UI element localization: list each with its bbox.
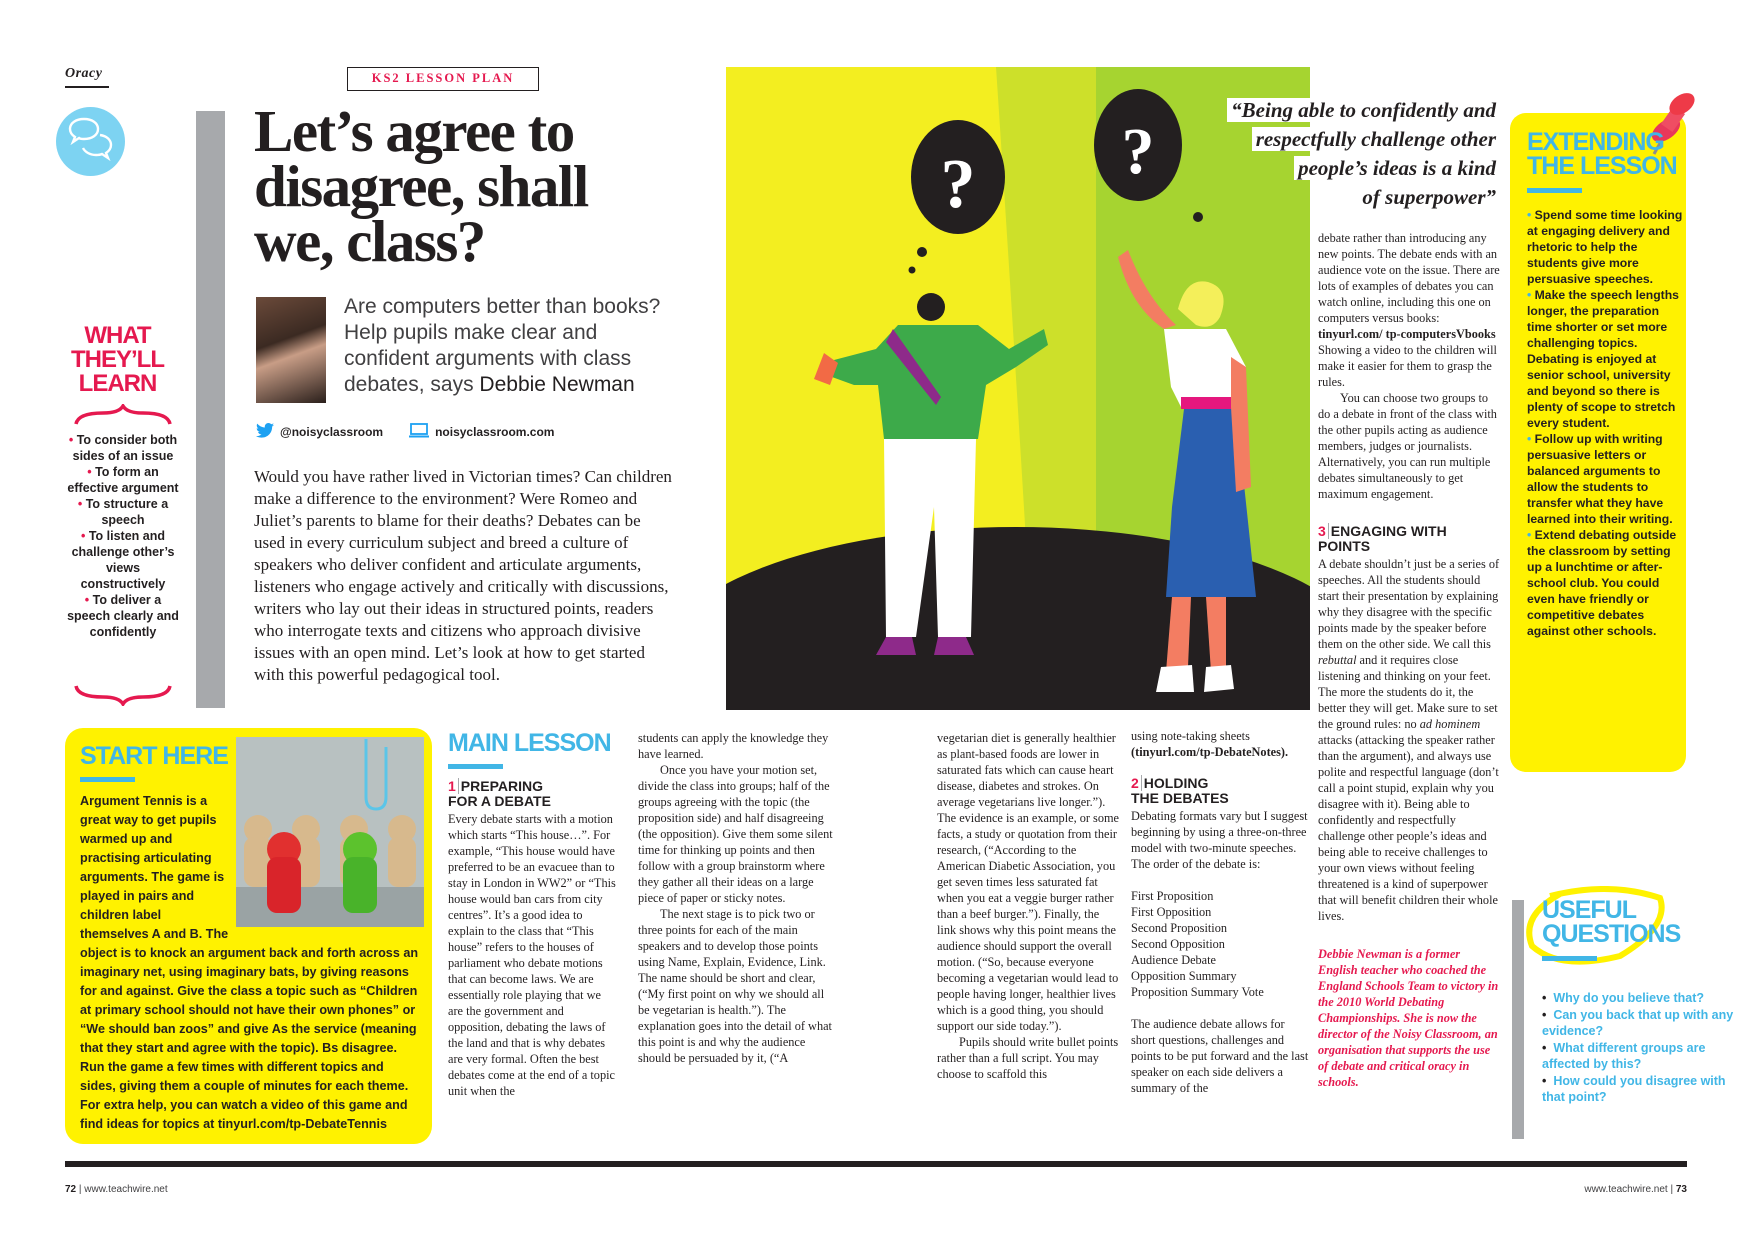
subheading-engaging: 3 ENGAGING WITH POINTS (1318, 523, 1447, 554)
debate-tennis-link[interactable]: tinyurl.com/tp-DebateTennis (217, 1117, 387, 1131)
question-item: • What different groups are affected by this? (1542, 1040, 1706, 1071)
start-here-heading: START HERE (80, 742, 228, 782)
social-links (256, 423, 554, 441)
column-4: using note-taking sheets (tinyurl.com/tp-DebateNotes). 2 HOLDING THE DEBATES Debating formats vary but I suggest beginning by using a three-on-three model with two-minute speeches. The order of the debate is: First Proposition First Opposition Second Proposition Second Opposition Audience Debate Opposition Summary Proposition Summary Vote The audience debate allows for short questions, challenges and points to be put forward and the last speaker on each side delivers a summary of the (1131, 728, 1311, 1096)
folio-left: 72 | www.teachwire.net (65, 1184, 168, 1195)
pull-quote: “Being able to confidently and respectfully challenge other people’s ideas is a kind of superpower” (1190, 96, 1500, 212)
svg-text:?: ? (940, 146, 976, 223)
learn-item: • To consider both sides of an issue (68, 433, 178, 463)
page-title: Let’s agree to disagree, shall we, class? (254, 98, 588, 274)
footer-link-right[interactable]: www.teachwire.net (1584, 1184, 1668, 1195)
useful-questions-list (1542, 990, 1742, 1106)
debate-notes-link[interactable]: (tinyurl.com/tp-DebateNotes). (1131, 745, 1289, 759)
standfirst (344, 294, 674, 398)
column-3: vegetarian diet is generally healthier as plant-based foods are lower in saturated fats which can cause heart disease, diabetes and strokes. On average vegetarians live longer.”). The evidence is an example, or some facts, a study or quotation from their research, (“According to the American Diabetic Association, you get seven times less saturated fat when you eat a veggie burger rather than a beef burger.”). Finally, the link shows why this point means the audience should support the overall motion. (“So, because everyone becoming a vegetarian would lead to people having longer, healthier lives which is a good thing, you should support our side today.”). Pupils should write bullet points rather than a full script. You may choose to scaffold this (937, 731, 1119, 1081)
question-item: • How could you disagree with that point? (1542, 1073, 1726, 1104)
useful-questions-heading: USEFUL QUESTIONS (1542, 898, 1680, 961)
start-here-text: Argument Tennis is a great way to get pupils warmed up and practising articulating arguments. The game is played in pairs and children label themselves A and B. The object is to knock an argument back and forth across an imaginary net, using imaginary bats, by giving reasons for and against. Give the class a topic such as “Children at primary school should not have their own phones” or “We should ban zoos” and give As the service (meaning that they start and agree with the topic). Bs disagree. Run the game a few times with different topics and sides, giving them a couple of minutes for each theme. For extra help, you can watch a video of this game and find ideas for topics at tinyurl.com/tp-DebateTennis (80, 794, 419, 1131)
author-bio: Debbie Newman is a former English teacher who coached the England Schools Team to victory in the 2010 World Debating Championships. She is now the director of the Noisy Classroom, an organisation that supports the use of debate and critical oracy in schools. (1318, 947, 1499, 1089)
learn-item: • To deliver a speech clearly and confidently (67, 593, 179, 639)
intro-paragraph: Would you have rather lived in Victorian times? Can children make a difference to the environment? Were Romeo and Juliet’s parents to blame for their deaths? Debates can be used in every curriculum subject and breed a culture of speakers who deliver confident and articulate arguments, listeners who engage actively and critically with discussions, writers who lay out their ideas in structured points, readers who interrogate texts and citizens who approach divisive issues with an open mind. Let’s look at how to get started with this powerful pedagogical tool. (254, 467, 672, 684)
learn-list (62, 432, 184, 640)
title-accent-bar (196, 111, 225, 708)
extending-heading: EXTENDING THE LESSON (1527, 130, 1677, 193)
svg-text:?: ? (1121, 115, 1155, 188)
extending-item: • Extend debating outside the classroom by setting up a lunchtime or after-school club. You could even have friendly or competitive debates against other schools. (1527, 528, 1677, 638)
author-name: Debbie Newman (479, 373, 635, 396)
twitter-handle[interactable]: @noisyclassroom (280, 425, 384, 439)
brace-top-icon (73, 404, 173, 426)
learn-item: • To listen and challenge other’s views constructively (71, 529, 175, 591)
twitter-icon (256, 423, 274, 441)
extending-item: • Spend some time looking at engaging delivery and rhetoric to help the students give more persuasive speeches. (1527, 208, 1683, 286)
question-item: • Why do you believe that? (1542, 991, 1705, 1005)
website-link[interactable]: noisyclassroom.com (435, 425, 555, 439)
subheading-holding: 2 HOLDING THE DEBATES (1131, 775, 1229, 806)
column-2: students can apply the knowledge they have learned. Once you have your motion set, divide the class into groups; half of the groups agreeing with the topic (the proposition side) and half disagreeing (the opposition). Give them some silent time for thinking up points and then follow with a group brainstorm where they gather all their ideas on a large piece of paper or sticky notes. The next stage is to pick two or three points for each of the main speakers and to develop those points using Name, Explain, Evidence, Link. The name should be short and clear, (“My first point on why we should all be vegetarian is health.”). The explanation goes into the detail of what this point is and why the audience should be persuaded by it, (“A (638, 731, 833, 1065)
subheading-preparing: 1 PREPARING FOR A DEBATE (448, 778, 551, 809)
section-label: Oracy (65, 66, 109, 88)
question-item: • Can you back that up with any evidence? (1542, 1007, 1734, 1038)
standfirst-text: Are computers better than books? Help pupils make clear and confident arguments with class debates, says (344, 295, 661, 396)
computers-vs-books-link[interactable]: tinyurl.com/ tp-computersVbooks (1318, 327, 1496, 341)
extending-item: • Make the speech lengths longer, the preparation time shorter or set more challenging topics. Debating is enjoyed at senior school, university and beyond so there is plenty of scope to stretch every student. (1527, 288, 1679, 430)
debate-order-list: First Proposition First Opposition Second Proposition Second Opposition Audience Debate Opposition Summary Proposition Summary Vote (1131, 889, 1264, 999)
learn-item: • To structure a speech (77, 497, 169, 527)
author-photo (256, 297, 326, 403)
learn-heading: WHAT THEY’LL LEARN (71, 322, 164, 397)
folio-right: www.teachwire.net | 73 (1584, 1184, 1687, 1195)
brace-bottom-icon (73, 684, 173, 706)
column-5: debate rather than introducing any new points. The debate ends with an audience vote on the issue. There are lots of examples of debates you can watch online, including this one on computers versus books: tinyurl.com/ tp-computersVbooks Showing a video to the children will make it easier for them to grasp the rules. You can choose two groups to do a debate in front of the class with the other pupils acting as audience members, judges or journalists. Alternatively, you can run multiple debates simultaneously to get maximum engagement. 3 ENGAGING WITH POINTS A debate shouldn’t just be a series of speeches. All the students should start their presentation by explaining why they disagree with the specific points made by the speaker before them on the other side. We call this rebuttal and it requires close listening and thinking on your feet. The more the students do it, the better they will get. Make sure to set the ground rules: no ad hominem attacks (attacking the speaker rather than the argument), and always use polite and respectful language (don’t call a point stupid, explain why you disagree with it). Being able to confidently and respectfully challenge other people’s ideas and being able to receive challenges to your own views without feeling threatened is a kind of superpower that will benefit children their whole lives. Debbie Newman is a former English teacher who coached the England Schools Team to victory in the 2010 World Debating Championships. She is now the director of the Noisy Classroom, an organisation that supports the use of debate and critical oracy in schools. (1318, 231, 1500, 1089)
column-1: 1 PREPARING FOR A DEBATE Every debate starts with a motion which starts “This house…”. For example, “This house would have preferred to be an evacuee than to stay in London in WW2” or “This house would ban cars from city centres”. It’s a good idea to explain to the class that “This house” refers to the houses of parliament who debate motions that can become laws. We are essentially role playing that we are the government and opposition, debating the laws of the land and that is why debates are very formal. Often the best debates come at the end of a topic unit when the (448, 778, 616, 1098)
extending-list (1527, 207, 1687, 639)
footer-rule (65, 1161, 1687, 1167)
learn-item: • To form an effective argument (67, 465, 179, 495)
footer-link-left[interactable]: www.teachwire.net (84, 1184, 168, 1195)
main-lesson-heading: MAIN LESSON (448, 729, 611, 769)
extending-item: • Follow up with writing persuasive letters or balanced arguments to allow the students to transfer what they have learned into their writing. (1527, 432, 1673, 526)
ks2-lesson-plan-tag: KS2 LESSON PLAN (347, 67, 539, 91)
speech-bubbles-icon (56, 107, 125, 176)
laptop-icon (409, 423, 429, 441)
